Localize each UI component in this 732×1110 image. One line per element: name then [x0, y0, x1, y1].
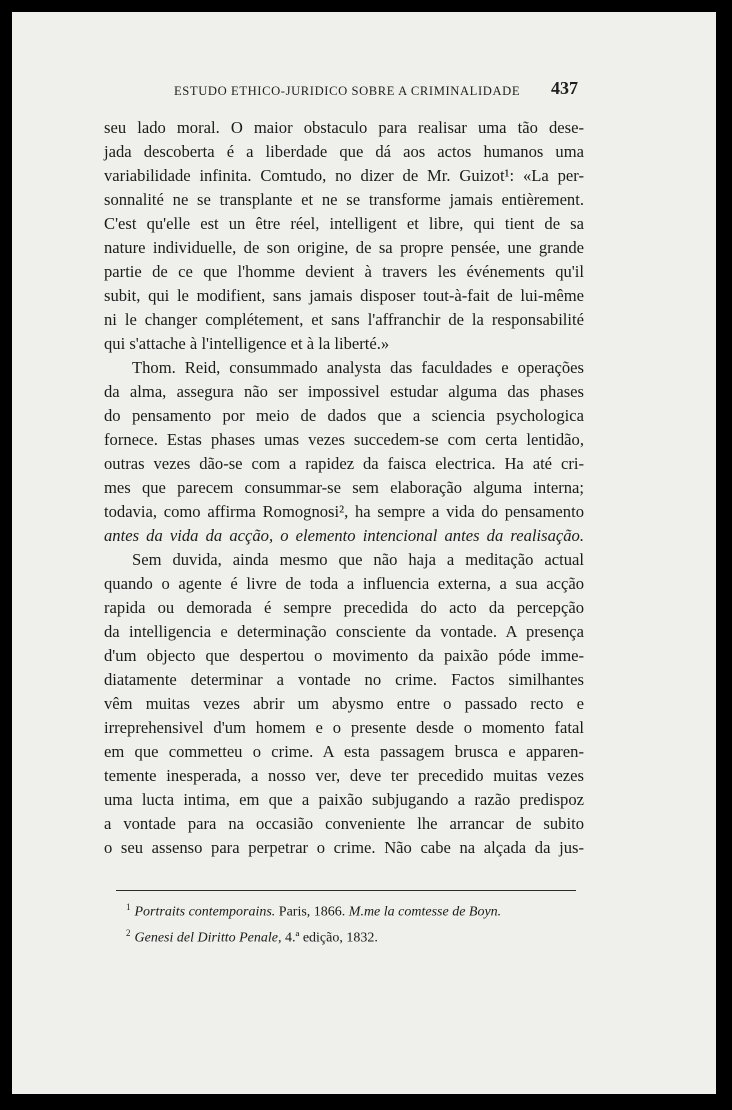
footnote-2 — [126, 923, 556, 949]
text-line: rapida ou demorada é sempre precedida do acto da percepção — [104, 598, 584, 617]
text-line: subit, qui le modifient, sans jamais disposer tout-à-fait de lui-même — [104, 286, 584, 305]
footnotes — [126, 897, 556, 948]
footnote-detail: 4.ª edição, 1832. — [281, 930, 378, 946]
footnote-detail: Paris, 1866. — [275, 904, 349, 920]
footnote-marker: 1 — [126, 902, 131, 912]
footnote-marker: 2 — [126, 927, 131, 938]
text-line: variabilidade infinita. Comtudo, no dizer de Mr. Guizot¹: «La per- — [104, 166, 584, 185]
text-line: da intelligencia e determinação consciente da vontade. A presença — [104, 622, 584, 641]
text-line: ni le changer complétement, et sans l'affranchir de la responsabilité — [104, 310, 584, 329]
text-line: a vontade para na occasião conveniente lhe arrancar de subito — [104, 814, 584, 833]
page-number: 437 — [551, 78, 578, 98]
footnote-title: Portraits contemporains. — [134, 904, 276, 920]
text-line: Sem duvida, ainda mesmo que não haja a meditação actual — [132, 550, 584, 569]
text-line: partie de ce que l'homme devient à travers les événements qu'il — [104, 262, 584, 281]
text-line: do pensamento por meio de dados que a sciencia psychologica — [104, 406, 584, 425]
text-line: qui s'attache à l'intelligence et à la liberté.» — [104, 334, 390, 353]
text-line: C'est qu'elle est un être réel, intelligent et libre, qui tient de sa — [104, 214, 584, 233]
text-line: outras vezes dão-se com a rapidez da faisca electrica. Ha até cri- — [104, 454, 584, 473]
text-line: temente inesperada, a nosso ver, deve ter precedido muitas vezes — [104, 766, 584, 785]
text-line: da alma, assegura não ser impossivel estudar alguma das phases — [104, 382, 584, 401]
running-title: ESTUDO ETHICO-JURIDICO SOBRE A CRIMINALIDADE — [174, 84, 521, 98]
footnote-title: Genesi del Diritto Penale, — [134, 930, 282, 946]
text-line: quando o agente é livre de toda a influencia externa, a sua acção — [104, 574, 584, 593]
text-line: Thom. Reid, consummado analysta das faculdades e operações — [132, 358, 584, 377]
text-line: fornece. Estas phases umas vezes succedem-se com certa lentidão, — [104, 430, 584, 449]
text-line: nature individuelle, de son origine, de sa propre pensée, une grande — [104, 238, 584, 257]
text-line: antes da vida da acção, o elemento intencional antes da realisação. — [104, 526, 584, 545]
text-line: o seu assenso para perpetrar o crime. Não cabe na alçada da jus- — [104, 838, 584, 857]
body-text — [104, 116, 584, 860]
text-line: vêm muitas vezes abrir um abysmo entre o passado recto e — [104, 694, 584, 713]
text-line: d'um objecto que despertou o movimento da paixão póde imme- — [104, 646, 584, 665]
text-line: mes que parecem consummar-se sem elaboração alguma interna; — [104, 478, 584, 497]
text-line: jada descoberta é a liberdade que dá aos actos humanos uma — [104, 142, 584, 161]
page-header — [146, 78, 586, 104]
footnote-author: M.me la comtesse de Boyn. — [348, 904, 502, 920]
footnote-divider — [116, 890, 576, 891]
text-line: uma lucta intima, em que a paixão subjugando a razão predispoz — [104, 790, 584, 809]
text-line: diatamente determinar a vontade no crime. Factos similhantes — [104, 670, 584, 689]
text-line: irreprehensivel d'um homem e o presente desde o momento fatal — [104, 718, 584, 737]
text-line: seu lado moral. O maior obstaculo para realisar uma tão dese- — [104, 118, 584, 137]
footnote-1 — [126, 897, 556, 923]
text-line: em que commetteu o crime. A esta passagem brusca e apparen- — [104, 742, 584, 761]
book-page — [12, 12, 716, 1094]
text-line: sonnalité ne se transplante et ne se transforme jamais entièrement. — [104, 190, 584, 209]
text-line: todavia, como affirma Romognosi², ha sempre a vida do pensamento — [104, 502, 584, 521]
